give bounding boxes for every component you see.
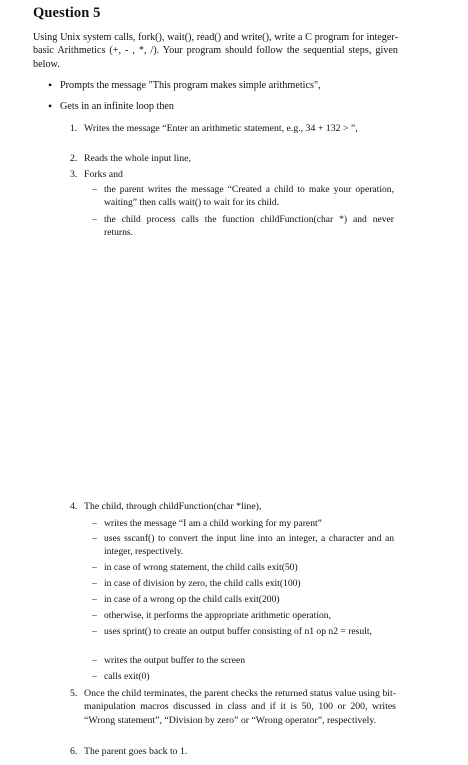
step-text: Writes the message “Enter an arithmetic statement, e.g., 34 + 132 > ”, [84, 123, 358, 134]
sub-text: the parent writes the message “Created a child to make your operation, waiting” then calls wait() to wait for its child. [104, 184, 394, 209]
bullet-icon: • [48, 99, 53, 113]
step-number: 2. [70, 153, 78, 164]
dash-icon: – [92, 671, 97, 682]
step-number: 6. [70, 746, 78, 757]
sub-text: otherwise, it performs the appropriate arithmetic operation, [104, 610, 331, 621]
dash-icon: – [92, 533, 97, 544]
dash-icon: – [92, 626, 97, 637]
sub-text: writes the message “I am a child working for my parent” [104, 518, 322, 529]
sub-text: in case of a wrong op the child calls exit(200) [104, 594, 280, 605]
step-number: 1. [70, 123, 78, 134]
step-text: The child, through childFunction(char *line), [84, 501, 262, 512]
dash-icon: – [92, 578, 97, 589]
sub-text: in case of wrong statement, the child calls exit(50) [104, 562, 298, 573]
step-text: Reads the whole input line, [84, 153, 191, 164]
dash-icon: – [92, 562, 97, 573]
dash-icon: – [92, 610, 97, 621]
sub-text: uses sprint() to create an output buffer consisting of n1 op n2 = result, [104, 626, 372, 637]
step-text: Once the child terminates, the parent checks the returned status value using bit-manipulation macros discussed in class and if it is 50, 100 or 200, writes “Wrong statement”, “Division by zero” or “Wrong operator”, respectively. [84, 688, 396, 726]
dash-icon: – [92, 655, 97, 666]
sub-text: writes the output buffer to the screen [104, 655, 246, 666]
sub-text: calls exit(0) [104, 671, 150, 682]
sub-text: the child process calls the function childFunction(char *) and never returns. [104, 214, 394, 239]
intro-paragraph: Using Unix system calls, fork(), wait(), read() and write(), write a C program for integer- basic Arithmetics (+, - , *, /). Your program should follow the sequential steps, given below. [33, 32, 398, 70]
sub-text: in case of division by zero, the child calls exit(100) [104, 578, 301, 589]
question-heading: Question 5 [33, 5, 101, 21]
sub-text: uses sscanf() to convert the input line into an integer, a character and an integer, respectively. [104, 533, 394, 558]
step-text: Forks and [84, 169, 123, 180]
dash-icon: – [92, 518, 97, 529]
dash-icon: – [92, 214, 97, 225]
bullet-icon: • [48, 78, 53, 92]
step-number: 4. [70, 501, 78, 512]
step-number: 3. [70, 169, 78, 180]
dash-icon: – [92, 184, 97, 195]
bullet-text: Prompts the message "This program makes simple arithmetics", [60, 80, 321, 91]
dash-icon: – [92, 594, 97, 605]
step-text: The parent goes back to 1. [84, 746, 188, 757]
step-number: 5. [70, 688, 78, 699]
bullet-text: Gets in an infinite loop then [60, 101, 175, 112]
